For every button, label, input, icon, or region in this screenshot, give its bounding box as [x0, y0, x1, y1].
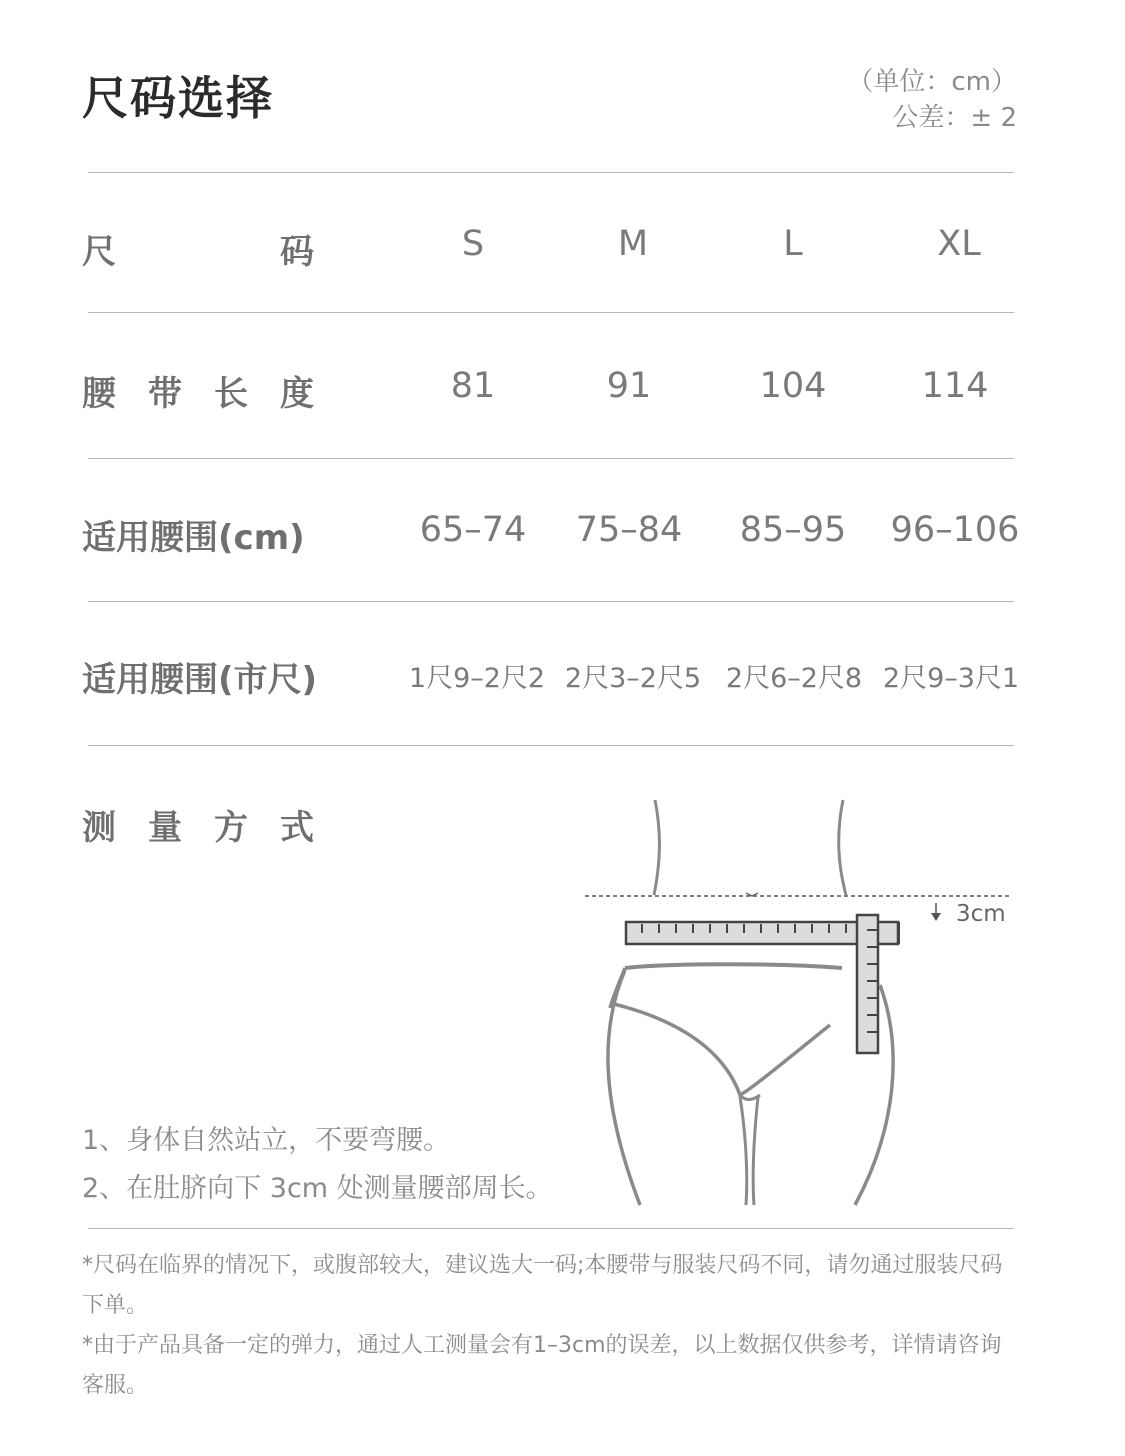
divider [88, 458, 1014, 459]
instruction-step: 2、在肚脐向下 3cm 处测量腰部周长。 [82, 1173, 553, 1204]
body-outline-left [654, 800, 659, 895]
belt-length-m: 91 [606, 366, 652, 406]
tolerance-label: 公差：± 2 [892, 103, 1017, 133]
unit-info [847, 64, 1017, 136]
measure-title: 测 量 方 式 [82, 808, 314, 848]
offset-label: 3cm [956, 901, 1006, 927]
waist-shichi-xl: 2尺9–3尺1 [882, 663, 1020, 694]
size-l: L [783, 224, 803, 264]
belt-length-label: 腰 带 长 度 [82, 374, 314, 414]
unit-label: （单位：cm） [847, 67, 1017, 97]
waist-shichi-s: 1尺9–2尺2 [408, 663, 546, 694]
belt-length-xl: 114 [921, 366, 989, 406]
belt-length-s: 81 [450, 366, 496, 406]
size-s: S [461, 224, 485, 264]
divider [88, 745, 1014, 746]
ruler-end [898, 922, 900, 944]
waist-cm-s: 65–74 [419, 510, 527, 550]
waist-cm-xl: 96–106 [890, 510, 1020, 550]
body-outline-right [839, 800, 846, 895]
waist-cm-m: 75–84 [575, 510, 683, 550]
belt-length-l: 104 [759, 366, 827, 406]
measurement-illustration [580, 795, 1020, 1215]
footnote-1: *尺码在临界的情况下，或腹部较大，建议选大一码;本腰带与服装尺码不同，请勿通过服装尺码下单。 [82, 1253, 1003, 1318]
footnote-2: *由于产品具备一定的弹力，通过人工测量会有1–3cm的误差，以上数据仅供参考，详情请咨询客服。 [82, 1333, 1002, 1398]
instruction-step: 1、身体自然站立，不要弯腰。 [82, 1125, 451, 1156]
divider [88, 312, 1014, 313]
size-row-label: 尺 码 [82, 232, 314, 272]
waist-cm-label: 适用腰围(cm) [82, 518, 305, 558]
waist-cm-l: 85–95 [739, 510, 847, 550]
size-m: M [617, 224, 649, 264]
arrow-down-icon [931, 913, 941, 921]
waist-shichi-l: 2尺6–2尺8 [725, 663, 863, 694]
inner-leg-left [740, 1097, 747, 1205]
instructions [82, 1117, 553, 1213]
size-xl: XL [937, 224, 981, 264]
inner-leg-right [753, 1097, 758, 1205]
divider [88, 601, 1014, 602]
waist-shichi-label: 适用腰围(市尺) [82, 660, 318, 700]
waist-shichi-m: 2尺3–2尺5 [564, 663, 702, 694]
brief-leg-line [610, 1003, 830, 1095]
divider [88, 1228, 1014, 1229]
divider [88, 172, 1014, 173]
waistband-line [625, 964, 842, 968]
page-title: 尺码选择 [82, 71, 274, 125]
